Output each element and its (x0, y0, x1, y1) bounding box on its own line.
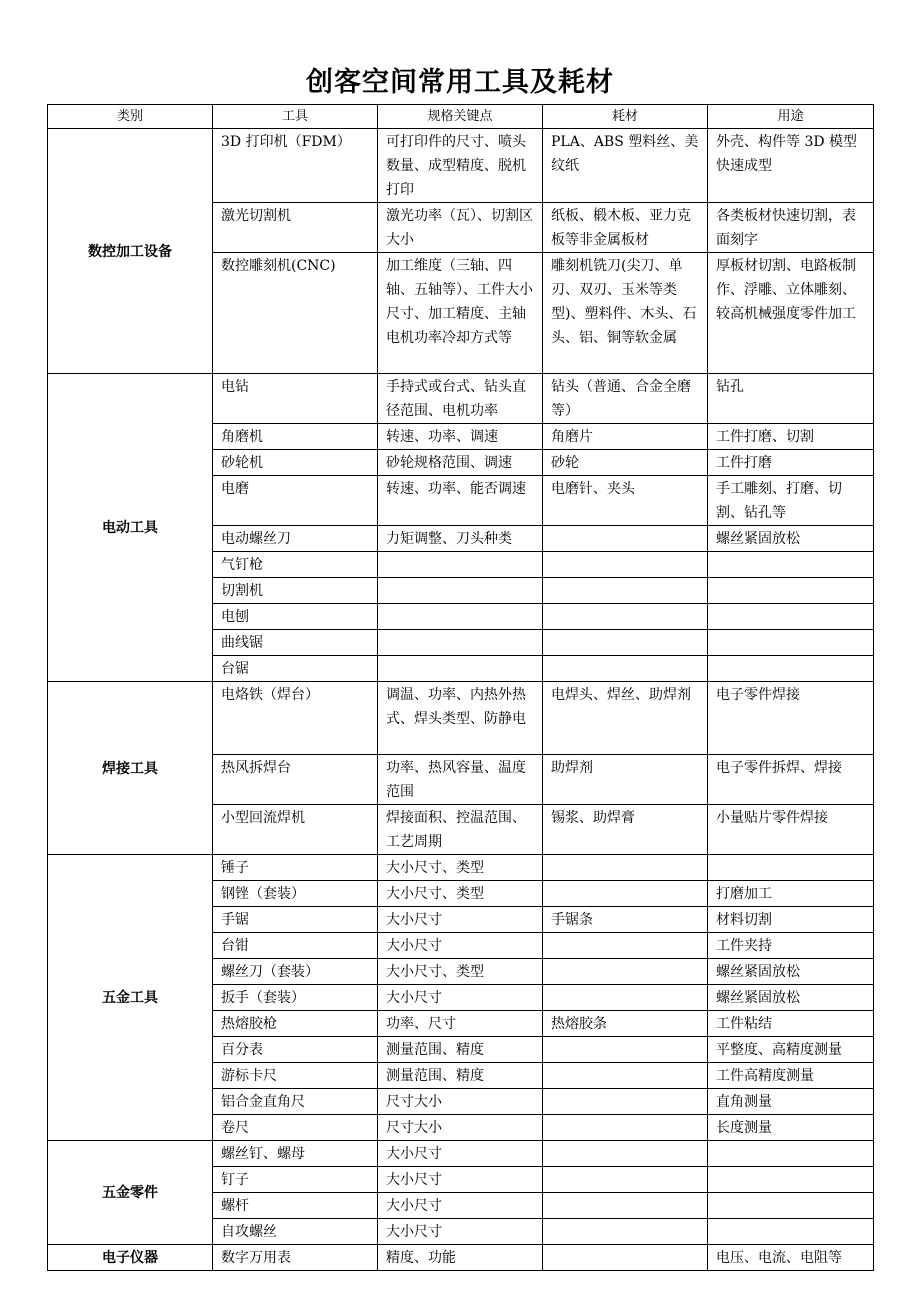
consumable-cell (543, 1141, 708, 1167)
spec-cell: 转速、功率、调速 (378, 424, 543, 450)
consumable-cell (543, 604, 708, 630)
category-cell: 数控加工设备 (48, 129, 213, 374)
consumable-cell (543, 985, 708, 1011)
spec-cell: 大小尺寸 (378, 1141, 543, 1167)
consumable-cell (543, 1193, 708, 1219)
consumable-cell (543, 630, 708, 656)
page-title: 创客空间常用工具及耗材 (306, 67, 614, 98)
consumable-cell (543, 1167, 708, 1193)
consumable-cell: 电焊头、焊丝、助焊剂 (543, 682, 708, 755)
consumable-cell (543, 933, 708, 959)
consumable-cell: 纸板、椴木板、亚力克板等非金属板材 (543, 203, 708, 253)
tool-cell: 锤子 (213, 855, 378, 881)
tool-cell: 电烙铁（焊台） (213, 682, 378, 755)
use-cell: 各类板材快速切割，表面刻字 (708, 203, 874, 253)
spec-cell: 大小尺寸 (378, 933, 543, 959)
spec-cell: 大小尺寸 (378, 1193, 543, 1219)
consumable-cell (543, 1063, 708, 1089)
consumable-cell (543, 656, 708, 682)
tool-cell: 电钻 (213, 374, 378, 424)
use-cell: 螺丝紧固放松 (708, 959, 874, 985)
consumable-cell (543, 552, 708, 578)
table-row (48, 1245, 874, 1271)
tool-cell: 数控雕刻机(CNC) (213, 253, 378, 374)
tool-cell: 钢锉（套装） (213, 881, 378, 907)
spec-cell: 测量范围、精度 (378, 1063, 543, 1089)
consumable-cell: 砂轮 (543, 450, 708, 476)
header-tool: 工具 (213, 105, 378, 129)
use-cell: 螺丝紧固放松 (708, 526, 874, 552)
spec-cell: 大小尺寸 (378, 1167, 543, 1193)
tool-cell: 切割机 (213, 578, 378, 604)
spec-cell: 手持式或台式、钻头直径范围、电机功率 (378, 374, 543, 424)
use-cell: 电子零件拆焊、焊接 (708, 755, 874, 805)
consumable-cell: 角磨片 (543, 424, 708, 450)
tool-cell: 气钉枪 (213, 552, 378, 578)
tool-cell: 铝合金直角尺 (213, 1089, 378, 1115)
use-cell: 平整度、高精度测量 (708, 1037, 874, 1063)
use-cell (708, 604, 874, 630)
use-cell (708, 578, 874, 604)
tool-cell: 电刨 (213, 604, 378, 630)
use-cell: 材料切割 (708, 907, 874, 933)
header-category: 类别 (48, 105, 213, 129)
category-cell: 电子仪器 (48, 1245, 213, 1271)
tool-cell: 螺丝钉、螺母 (213, 1141, 378, 1167)
spec-cell: 大小尺寸、类型 (378, 959, 543, 985)
consumable-cell: PLA、ABS 塑料丝、美纹纸 (543, 129, 708, 203)
use-cell: 长度测量 (708, 1115, 874, 1141)
tool-cell: 游标卡尺 (213, 1063, 378, 1089)
tool-cell: 扳手（套装） (213, 985, 378, 1011)
spec-cell: 测量范围、精度 (378, 1037, 543, 1063)
spec-cell: 功率、热风容量、温度范围 (378, 755, 543, 805)
use-cell: 外壳、构件等 3D 模型快速成型 (708, 129, 874, 203)
consumable-cell (543, 1219, 708, 1245)
tool-cell: 小型回流焊机 (213, 805, 378, 855)
use-cell: 螺丝紧固放松 (708, 985, 874, 1011)
spec-cell: 力矩调整、刀头种类 (378, 526, 543, 552)
tools-table (47, 104, 874, 1271)
consumable-cell (543, 526, 708, 552)
consumable-cell: 钻头（普通、合金全磨等） (543, 374, 708, 424)
spec-cell: 调温、功率、内热外热式、焊头类型、防静电 (378, 682, 543, 755)
use-cell: 小量贴片零件焊接 (708, 805, 874, 855)
consumable-cell (543, 855, 708, 881)
header-consumable: 耗材 (543, 105, 708, 129)
table-row (48, 374, 874, 424)
spec-cell: 大小尺寸 (378, 985, 543, 1011)
tool-cell: 热风拆焊台 (213, 755, 378, 805)
use-cell: 工件打磨 (708, 450, 874, 476)
spec-cell: 砂轮规格范围、调速 (378, 450, 543, 476)
tool-cell: 热熔胶枪 (213, 1011, 378, 1037)
use-cell (708, 1141, 874, 1167)
tool-cell: 3D 打印机（FDM） (213, 129, 378, 203)
tool-cell: 手锯 (213, 907, 378, 933)
tool-cell: 钉子 (213, 1167, 378, 1193)
header-use: 用途 (708, 105, 874, 129)
category-cell: 电动工具 (48, 374, 213, 682)
spec-cell: 转速、功率、能否调速 (378, 476, 543, 526)
spec-cell: 大小尺寸、类型 (378, 881, 543, 907)
consumable-cell (543, 1115, 708, 1141)
spec-cell: 激光功率（瓦）、切割区大小 (378, 203, 543, 253)
header-spec: 规格关键点 (378, 105, 543, 129)
spec-cell: 精度、功能 (378, 1245, 543, 1271)
category-cell: 五金工具 (48, 855, 213, 1141)
tool-cell: 台钳 (213, 933, 378, 959)
consumable-cell: 锡浆、助焊膏 (543, 805, 708, 855)
use-cell: 工件打磨、切割 (708, 424, 874, 450)
use-cell: 厚板材切割、电路板制作、浮雕、立体雕刻、较高机械强度零件加工 (708, 253, 874, 374)
spec-cell: 大小尺寸 (378, 1219, 543, 1245)
tool-cell: 卷尺 (213, 1115, 378, 1141)
use-cell: 直角测量 (708, 1089, 874, 1115)
use-cell (708, 552, 874, 578)
consumable-cell: 手锯条 (543, 907, 708, 933)
table-row (48, 855, 874, 881)
consumable-cell: 雕刻机铣刀(尖刀、单刃、双刃、玉米等类型)、塑料件、木头、石头、铝、铜等软金属 (543, 253, 708, 374)
consumable-cell (543, 1089, 708, 1115)
consumable-cell (543, 1037, 708, 1063)
tool-cell: 自攻螺丝 (213, 1219, 378, 1245)
use-cell (708, 1167, 874, 1193)
tool-cell: 数字万用表 (213, 1245, 378, 1271)
consumable-cell: 助焊剂 (543, 755, 708, 805)
consumable-cell (543, 881, 708, 907)
spec-cell: 尺寸大小 (378, 1089, 543, 1115)
spec-cell (378, 552, 543, 578)
tool-cell: 电动螺丝刀 (213, 526, 378, 552)
spec-cell (378, 630, 543, 656)
use-cell: 工件粘结 (708, 1011, 874, 1037)
consumable-cell: 电磨针、夹头 (543, 476, 708, 526)
category-cell: 焊接工具 (48, 682, 213, 855)
spec-cell (378, 656, 543, 682)
spec-cell: 功率、尺寸 (378, 1011, 543, 1037)
table-row (48, 682, 874, 755)
spec-cell: 焊接面积、控温范围、工艺周期 (378, 805, 543, 855)
tool-cell: 螺杆 (213, 1193, 378, 1219)
spec-cell (378, 604, 543, 630)
table-row (48, 1141, 874, 1167)
spec-cell (378, 578, 543, 604)
tool-cell: 角磨机 (213, 424, 378, 450)
tool-cell: 电磨 (213, 476, 378, 526)
use-cell: 手工雕刻、打磨、切割、钻孔等 (708, 476, 874, 526)
use-cell (708, 630, 874, 656)
use-cell: 工件夹持 (708, 933, 874, 959)
consumable-cell (543, 959, 708, 985)
spec-cell: 加工维度（三轴、四轴、五轴等）、工件大小尺寸、加工精度、主轴电机功率冷却方式等 (378, 253, 543, 374)
spec-cell: 大小尺寸 (378, 907, 543, 933)
table-row (48, 129, 874, 203)
spec-cell: 可打印件的尺寸、喷头数量、成型精度、脱机打印 (378, 129, 543, 203)
use-cell: 打磨加工 (708, 881, 874, 907)
spec-cell: 尺寸大小 (378, 1115, 543, 1141)
use-cell: 钻孔 (708, 374, 874, 424)
use-cell: 工件高精度测量 (708, 1063, 874, 1089)
consumable-cell (543, 1245, 708, 1271)
tool-cell: 百分表 (213, 1037, 378, 1063)
consumable-cell (543, 578, 708, 604)
use-cell (708, 1193, 874, 1219)
header-row (48, 105, 874, 129)
tool-cell: 螺丝刀（套装） (213, 959, 378, 985)
use-cell (708, 656, 874, 682)
tool-cell: 台锯 (213, 656, 378, 682)
use-cell: 电压、电流、电阻等 (708, 1245, 874, 1271)
tool-cell: 激光切割机 (213, 203, 378, 253)
use-cell (708, 855, 874, 881)
tool-cell: 砂轮机 (213, 450, 378, 476)
category-cell: 五金零件 (48, 1141, 213, 1245)
use-cell: 电子零件焊接 (708, 682, 874, 755)
tool-cell: 曲线锯 (213, 630, 378, 656)
spec-cell: 大小尺寸、类型 (378, 855, 543, 881)
consumable-cell: 热熔胶条 (543, 1011, 708, 1037)
use-cell (708, 1219, 874, 1245)
